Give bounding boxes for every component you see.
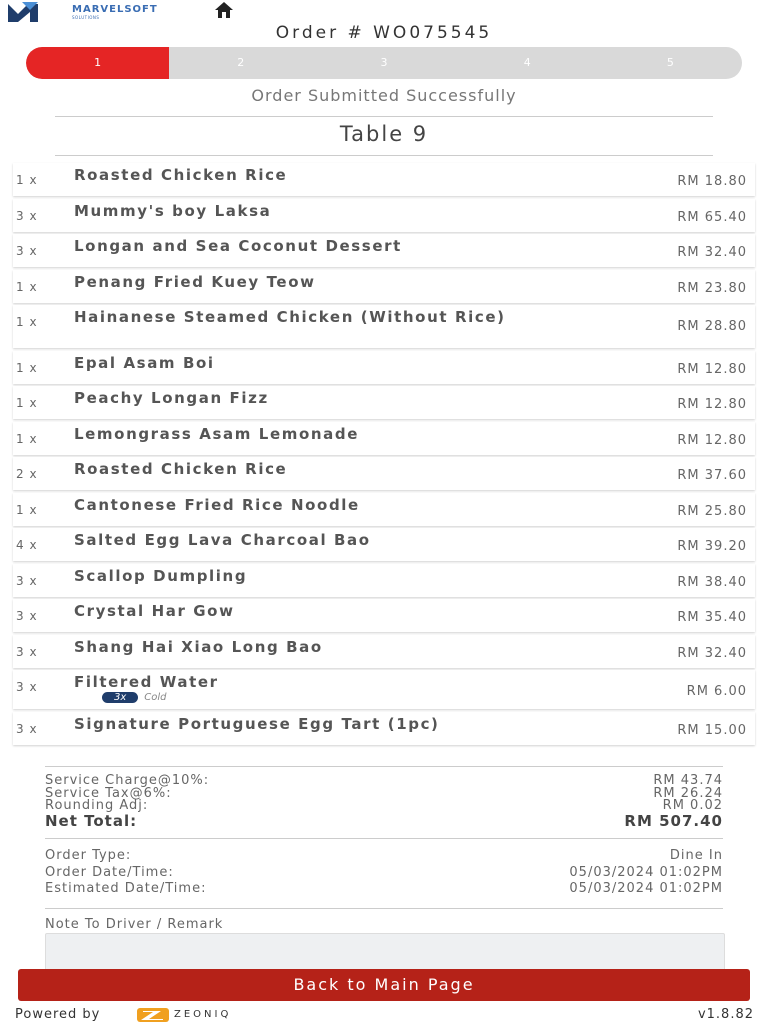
- item-name: Mummy's boy Laksa: [74, 201, 272, 220]
- order-progress-stepper: [26, 47, 742, 79]
- order-item-row: [13, 635, 755, 668]
- order-items-list: [13, 163, 755, 747]
- item-quantity: 1 x: [16, 396, 38, 410]
- home-icon[interactable]: [215, 2, 233, 18]
- order-item-row: [13, 457, 755, 490]
- net-total-value: RM 507.40: [624, 811, 723, 830]
- divider: [55, 116, 713, 117]
- order-item-row: [13, 199, 755, 232]
- divider: [45, 908, 723, 909]
- item-quantity: 3 x: [16, 721, 38, 736]
- app-version: v1.8.82: [697, 1007, 754, 1022]
- item-name: Epal Asam Boi: [74, 353, 215, 372]
- service-charge-value: RM 43.74: [653, 773, 723, 788]
- item-price: RM 15.00: [677, 722, 747, 738]
- item-name: Salted Egg Lava Charcoal Bao: [74, 531, 371, 549]
- item-name: Roasted Chicken Rice: [74, 166, 288, 184]
- order-status: Order Submitted Successfully: [251, 86, 517, 105]
- item-price: RM 39.20: [677, 539, 747, 554]
- order-item-row: [13, 422, 755, 455]
- step-3: 3: [380, 56, 388, 69]
- order-item-row: [13, 234, 755, 267]
- item-quantity: 1 x: [16, 173, 38, 187]
- order-item-row: [13, 599, 755, 632]
- table-number: Table 9: [339, 122, 429, 146]
- footer: [0, 1004, 768, 1024]
- item-quantity: 1 x: [16, 360, 38, 375]
- rounding-value: RM 0.02: [662, 798, 723, 813]
- item-name: Penang Fried Kuey Teow: [74, 272, 316, 291]
- item-price: RM 32.40: [677, 645, 747, 661]
- service-tax-value: RM 26.24: [653, 785, 723, 801]
- divider: [45, 838, 723, 839]
- item-price: RM 12.80: [677, 397, 747, 412]
- order-item-row: [13, 163, 755, 196]
- order-datetime-label: Order Date/Time:: [45, 864, 174, 880]
- divider: [45, 766, 723, 767]
- brand-tagline: SOLUTIONS: [72, 15, 100, 20]
- item-price: RM 23.80: [677, 280, 747, 296]
- estimated-datetime-row: [45, 881, 723, 898]
- estimated-datetime-value: 05/03/2024 01:02PM: [569, 881, 723, 896]
- item-quantity: 1 x: [16, 431, 38, 446]
- item-name: Filtered Water: [74, 673, 219, 691]
- item-name: Scallop Dumpling: [74, 566, 248, 585]
- order-item-row: [13, 528, 755, 561]
- order-info: [45, 848, 723, 898]
- item-name: Longan and Sea Coconut Dessert: [74, 237, 402, 255]
- item-name: Cantonese Fried Rice Noodle: [74, 495, 360, 514]
- net-total-row: [45, 813, 723, 829]
- rounding-label: Rounding Adj:: [45, 798, 149, 813]
- order-item-row: [13, 270, 755, 303]
- step-2: 2: [237, 56, 245, 69]
- order-item-row: [13, 386, 755, 419]
- item-quantity: 3 x: [16, 680, 38, 694]
- marvelsoft-logo-icon: [8, 2, 38, 22]
- order-type-value: Dine In: [669, 848, 723, 863]
- step-5: 5: [666, 56, 674, 69]
- order-item-row: [13, 564, 755, 597]
- modifier-label: Cold: [144, 692, 167, 703]
- item-price: RM 35.40: [677, 610, 747, 625]
- item-name: Roasted Chicken Rice: [74, 460, 288, 478]
- estimated-datetime-label: Estimated Date/Time:: [45, 881, 207, 896]
- remark-label: Note To Driver / Remark: [45, 917, 224, 932]
- rounding-row: [45, 800, 723, 813]
- item-price: RM 37.60: [677, 468, 747, 483]
- item-quantity: 3 x: [16, 244, 38, 258]
- order-item-row: [13, 351, 755, 384]
- app-header: [0, 0, 768, 24]
- order-type-label: Order Type:: [45, 848, 132, 863]
- item-price: RM 65.40: [677, 209, 747, 225]
- item-quantity: 4 x: [16, 538, 38, 552]
- powered-by-label: Powered by: [15, 1007, 101, 1022]
- item-quantity: 3 x: [16, 573, 38, 588]
- order-type-row: [45, 848, 723, 865]
- item-quantity: 1 x: [16, 315, 38, 329]
- order-summary: [45, 775, 723, 829]
- item-name: Hainanese Steamed Chicken (Without Rice): [74, 308, 506, 326]
- item-name: Lemongrass Asam Lemonade: [74, 424, 359, 443]
- item-name: Crystal Har Gow: [74, 602, 235, 620]
- order-datetime-value: 05/03/2024 01:02PM: [569, 864, 723, 880]
- order-number: Order # WO075545: [275, 23, 493, 43]
- order-item-row: [13, 712, 755, 745]
- item-price: RM 12.80: [677, 361, 747, 377]
- zeoniq-logo-icon: [137, 1008, 169, 1022]
- item-quantity: 1 x: [16, 279, 38, 294]
- item-price: RM 32.40: [677, 245, 747, 260]
- service-tax-label: Service Tax@6%:: [45, 785, 172, 801]
- item-price: RM 12.80: [677, 432, 747, 448]
- item-quantity: 3 x: [16, 609, 38, 623]
- item-quantity: 3 x: [16, 644, 38, 659]
- order-item-row: [13, 305, 755, 348]
- divider: [55, 155, 713, 156]
- zeoniq-name: ZEONIQ: [174, 1009, 232, 1020]
- back-to-main-button[interactable]: Back to Main Page: [18, 969, 750, 1001]
- item-modifier: [102, 692, 167, 703]
- order-datetime-row: [45, 865, 723, 882]
- step-4: 4: [523, 56, 531, 69]
- order-item-row: [13, 493, 755, 526]
- item-quantity: 3 x: [16, 208, 38, 223]
- order-item-row: [13, 670, 755, 709]
- service-charge-label: Service Charge@10%:: [45, 773, 210, 788]
- net-total-label: Net Total:: [45, 811, 138, 830]
- item-price: RM 25.80: [677, 503, 747, 519]
- item-price: RM 6.00: [686, 684, 747, 699]
- item-quantity: 2 x: [16, 467, 38, 481]
- item-price: RM 28.80: [677, 319, 747, 334]
- item-name: Signature Portuguese Egg Tart (1pc): [74, 714, 440, 733]
- item-price: RM 18.80: [677, 174, 747, 189]
- brand-name: MARVELSOFT: [72, 4, 158, 15]
- item-price: RM 38.40: [677, 574, 747, 590]
- item-name: Shang Hai Xiao Long Bao: [74, 637, 323, 656]
- item-quantity: 1 x: [16, 502, 38, 517]
- step-1: 1: [26, 47, 169, 79]
- modifier-qty-badge: 3x: [102, 692, 138, 703]
- item-name: Peachy Longan Fizz: [74, 389, 269, 407]
